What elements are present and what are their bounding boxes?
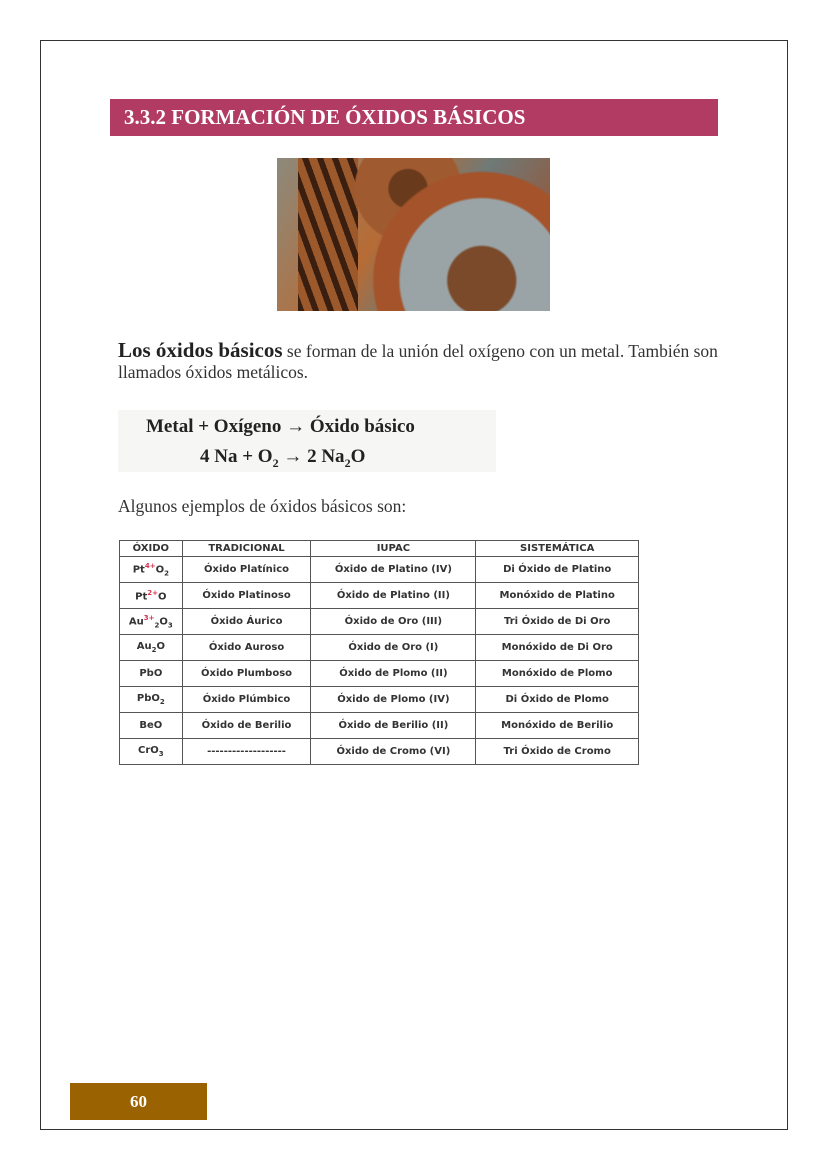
column-header: ÓXIDO — [120, 541, 183, 557]
page-number: 60 — [70, 1083, 207, 1120]
sistematica-cell: Monóxido de Plomo — [476, 661, 639, 687]
tradicional-cell: Óxido Áurico — [182, 609, 311, 635]
iupac-cell: Óxido de Oro (III) — [311, 609, 476, 635]
formula-text: Pt — [132, 564, 145, 576]
sistematica-cell: Di Óxido de Plomo — [476, 687, 639, 713]
iupac-cell: Óxido de Plomo (IV) — [311, 687, 476, 713]
formula-text: Au — [128, 616, 144, 628]
table-row — [120, 583, 639, 609]
oxidation-state: 4+ — [144, 561, 156, 570]
formula-text: BeO — [139, 720, 163, 731]
sistematica-cell: Tri Óxido de Cromo — [476, 739, 639, 765]
tradicional-cell: Óxido Auroso — [182, 635, 311, 661]
sistematica-cell: Tri Óxido de Di Oro — [476, 609, 639, 635]
formula-text: PbO — [139, 668, 163, 679]
tradicional-cell: Óxido Platínico — [182, 557, 311, 583]
sistematica-cell: Monóxido de Di Oro — [476, 635, 639, 661]
column-header: TRADICIONAL — [182, 541, 311, 557]
oxidation-state: 3+ — [143, 613, 155, 622]
formula-cell — [120, 713, 183, 739]
formula-cell — [120, 687, 183, 713]
subscript: 2 — [151, 646, 157, 654]
tradicional-cell: Óxido Plúmbico — [182, 687, 311, 713]
formula-text: PbO — [136, 693, 160, 704]
formula-cell — [120, 739, 183, 765]
formula-cell — [120, 583, 183, 609]
iupac-cell: Óxido de Platino (II) — [311, 583, 476, 609]
paragraph-text: se forman de la unión del oxígeno con un metal. También son llamados óxidos metálicos. — [118, 341, 718, 382]
rusty-gears-image — [277, 158, 550, 311]
subscript: 2 — [159, 698, 165, 706]
table-row — [120, 609, 639, 635]
equation-box — [118, 410, 496, 472]
tradicional-cell: Óxido Platinoso — [182, 583, 311, 609]
tradicional-cell: Óxido de Berilio — [182, 713, 311, 739]
column-header: SISTEMÁTICA — [476, 541, 639, 557]
examples-intro: Algunos ejemplos de óxidos básicos son: — [118, 496, 407, 516]
subscript: 3 — [167, 621, 173, 630]
table-row — [120, 739, 639, 765]
table-row — [120, 687, 639, 713]
formula-text: 4 Na + O — [200, 446, 273, 467]
subscript: 3 — [158, 750, 164, 758]
iupac-cell: Óxido de Platino (IV) — [311, 557, 476, 583]
formula-text: Pt — [135, 591, 148, 603]
tradicional-cell: Óxido Plumboso — [182, 661, 311, 687]
iupac-cell: Óxido de Plomo (II) — [311, 661, 476, 687]
table-row — [120, 713, 639, 739]
formula-text: Au — [136, 641, 152, 652]
subscript: 2 — [164, 569, 169, 578]
iupac-cell: Óxido de Berilio (II) — [311, 713, 476, 739]
formula-cell — [120, 557, 183, 583]
formula-text: → 2 Na — [278, 446, 345, 467]
section-title: 3.3.2 FORMACIÓN DE ÓXIDOS BÁSICOS — [110, 99, 718, 136]
iupac-cell: Óxido de Cromo (VI) — [311, 739, 476, 765]
subscript: 2 — [344, 455, 351, 470]
formula-cell — [120, 661, 183, 687]
formula-text: O — [159, 616, 168, 628]
sistematica-cell: Monóxido de Berilio — [476, 713, 639, 739]
formula-text: O — [155, 564, 165, 576]
intro-paragraph — [118, 340, 738, 383]
paragraph-lead: Los óxidos básicos — [118, 338, 283, 362]
table-header-row — [120, 541, 639, 557]
table-row — [120, 635, 639, 661]
table-row — [120, 661, 639, 687]
table-row — [120, 557, 639, 583]
tradicional-cell: ------------------- — [182, 739, 311, 765]
formula-text: O — [156, 641, 165, 652]
iupac-cell: Óxido de Oro (I) — [311, 635, 476, 661]
column-header: IUPAC — [311, 541, 476, 557]
oxides-table — [119, 540, 639, 765]
oxidation-state: 2+ — [147, 588, 159, 597]
sistematica-cell: Monóxido de Platino — [476, 583, 639, 609]
formula-text: O — [350, 446, 366, 467]
formula-text: CrO — [138, 745, 159, 756]
sistematica-cell: Di Óxido de Platino — [476, 557, 639, 583]
formula-cell — [120, 609, 183, 635]
general-equation: Metal + Oxígeno → Óxido básico — [146, 416, 415, 437]
formula-cell — [120, 635, 183, 661]
example-equation — [200, 446, 365, 471]
subscript: 2 — [272, 455, 279, 470]
subscript: 2 — [154, 621, 160, 630]
formula-text: O — [158, 591, 167, 603]
